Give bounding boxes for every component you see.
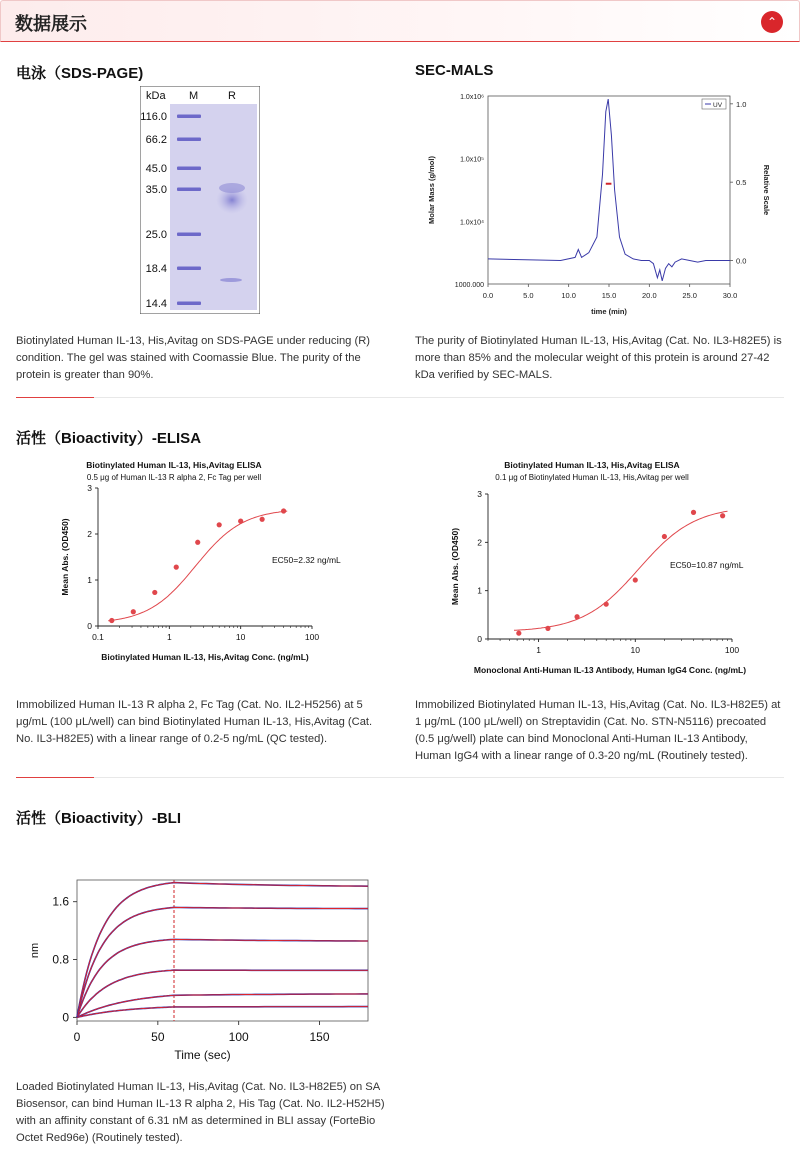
- elisa-right-y-tick-label: 1: [477, 585, 482, 596]
- elisa-right-y-label: Mean Abs. (OD450): [450, 527, 460, 606]
- elisa-left-data-point: [217, 522, 222, 527]
- gel-marker-band: [177, 233, 201, 237]
- bli-y-tick-label: 0: [62, 1010, 69, 1025]
- bli-x-tick-label: 150: [309, 1030, 330, 1044]
- elisa-right-subtitle: 0.1 μg of Biotinylated Human IL-13, His,Avitag per well: [495, 473, 689, 482]
- bli-y-tick-label: 0.8: [52, 952, 69, 967]
- sec-y-tick-label: 1000.000: [454, 282, 484, 289]
- sec-y2-tick-label: 0.5: [736, 178, 747, 188]
- elisa-right-data-point: [604, 602, 609, 607]
- gel-marker-label: 14.4: [145, 298, 167, 310]
- elisa-left-data-point: [131, 609, 136, 614]
- section-divider: [16, 397, 784, 398]
- elisa-right-x-tick-label: 100: [724, 645, 740, 655]
- bli-sensorgram-c5: [77, 994, 368, 1018]
- sds-page-title: 电泳（SDS-PAGE): [16, 65, 144, 82]
- gel-marker-label: 116.0: [140, 111, 167, 123]
- sec-y-tick-label: 1.0x10⁵: [460, 156, 484, 164]
- elisa-right-fit-curve: [514, 511, 728, 630]
- bli-fit-c6: [77, 1007, 368, 1018]
- elisa-left-x-tick-label: 100: [304, 632, 320, 642]
- elisa-right-x-label: Monoclonal Anti-Human IL-13 Antibody, Human IgG4 Conc. (ng/mL): [473, 665, 747, 675]
- gel-marker-band: [177, 188, 201, 192]
- sec-x-label: time (min): [591, 307, 627, 316]
- elisa-left-chart: [50, 456, 370, 676]
- elisa-right-chart: [440, 456, 770, 681]
- elisa-left-data-point: [260, 517, 265, 522]
- gel-header-kda: kDa: [146, 90, 166, 102]
- bli-y-label: nm: [30, 942, 41, 959]
- collapse-toggle-icon[interactable]: ⌃: [761, 11, 783, 33]
- elisa-left-y-tick-label: 2: [87, 529, 92, 539]
- elisa-right-annotation: EC50=10.87 ng/mL: [670, 560, 744, 570]
- sec-y-tick-label: 1.0x10⁴: [459, 219, 484, 227]
- elisa-right-title: Biotinylated Human IL-13, His,Avitag ELISA: [504, 460, 680, 470]
- elisa-left-data-point: [174, 565, 179, 570]
- sec-x-tick-label: 5.0: [523, 291, 534, 300]
- elisa-left-subtitle: 0.5 μg of Human IL-13 R alpha 2, Fc Tag per well: [86, 473, 262, 482]
- gel-marker-label: 25.0: [145, 229, 167, 241]
- sec-y2-tick-label: 1.0: [736, 99, 747, 109]
- elisa-right-caption: Immobilized Biotinylated Human IL-13, His,Avitag (Cat. No. IL3-H82E5) at 1 μg/mL (100 μL/well) on Streptavidin (Cat. No. STN-N5116) precoated (0.5 μg/well) plate can bind Monoclonal Anti-Human IL-13 Antibody, Human IgG4 with a linear range of 0.3-20 ng/mL (Routinely tested).: [415, 699, 781, 762]
- section-header: [0, 0, 800, 42]
- elisa-left-data-point: [281, 508, 286, 513]
- elisa-right-y-tick-label: 2: [477, 537, 482, 548]
- gel-marker-band: [177, 267, 201, 271]
- gel-marker-band: [177, 115, 201, 119]
- elisa-right-data-point: [720, 513, 725, 518]
- elisa-left-y-label: Mean Abs. (OD450): [60, 518, 70, 596]
- section-divider: [16, 777, 784, 778]
- sec-uv-trace: [488, 99, 730, 281]
- bli-y-tick-label: 1.6: [52, 894, 69, 909]
- bli-fit-c3: [77, 939, 368, 1017]
- bli-chart: [30, 868, 375, 1068]
- bli-fit-c2: [77, 907, 368, 1017]
- elisa-left-x-tick-label: 1: [166, 632, 172, 642]
- sec-y-label: Molar Mass (g/mol): [427, 156, 436, 224]
- elisa-left-data-point: [195, 540, 200, 545]
- bli-x-tick-label: 0: [73, 1030, 81, 1044]
- elisa-right-data-point: [633, 577, 638, 582]
- gel-band-upper: [219, 183, 245, 193]
- sec-y-tick-label: 1.0x10⁶: [460, 94, 484, 101]
- elisa-title: 活性（Bioactivity）-ELISA: [16, 430, 202, 447]
- elisa-right-y-tick-label: 0: [477, 634, 482, 644]
- sec-legend-label: UV: [713, 102, 723, 109]
- elisa-right-data-point: [691, 510, 696, 515]
- elisa-left-y-tick-label: 1: [87, 575, 92, 585]
- elisa-left-data-point: [109, 618, 114, 623]
- gel-marker-label: 45.0: [145, 163, 167, 175]
- bli-sensorgram-c6: [77, 1007, 368, 1018]
- elisa-left-x-tick-label: 10: [235, 632, 246, 642]
- bli-x-tick-label: 100: [228, 1030, 249, 1044]
- gel-header-m: M: [189, 90, 199, 102]
- elisa-left-data-point: [238, 519, 243, 524]
- elisa-left-annotation: EC50=2.32 ng/mL: [272, 555, 341, 565]
- gel-marker-band: [177, 302, 201, 306]
- sec-x-tick-label: 20.0: [642, 291, 657, 300]
- elisa-right-data-point: [545, 626, 550, 631]
- elisa-left-data-point: [152, 590, 157, 595]
- elisa-left-y-tick-label: 0: [87, 621, 92, 631]
- sec-x-tick-label: 25.0: [682, 291, 697, 300]
- bli-x-label: Time (sec): [174, 1048, 231, 1062]
- bli-title: 活性（Bioactivity）-BLI: [16, 810, 182, 827]
- sec-x-tick-label: 0.0: [482, 291, 494, 300]
- sds-page-gel: [140, 86, 260, 314]
- elisa-left-fit-curve: [108, 511, 287, 621]
- sec-x-tick-label: 30.0: [722, 291, 738, 300]
- sec-y2-label: Relative Scale: [762, 164, 771, 216]
- section-title: 数据展示: [15, 14, 87, 34]
- elisa-left-y-tick-label: 3: [87, 483, 92, 493]
- gel-header-r: R: [228, 90, 236, 102]
- gel-marker-label: 35.0: [145, 184, 167, 196]
- sec-mals-caption: The purity of Biotinylated Human IL-13, His,Avitag (Cat. No. IL3-H82E5) is more than 85% and the molecular weight of this protein is around 27-42 kDa verified by SEC-MALS.: [415, 335, 782, 381]
- sec-mals-title: SEC-MALS: [415, 62, 494, 79]
- elisa-right-data-point: [662, 534, 667, 539]
- sec-x-tick-label: 10.0: [561, 291, 576, 300]
- elisa-right-data-point: [574, 614, 579, 619]
- bli-fit-c5: [77, 994, 368, 1018]
- sec-mals-chart: [422, 84, 782, 324]
- sec-x-tick-label: 15.0: [601, 291, 617, 300]
- elisa-left-title: Biotinylated Human IL-13, His,Avitag ELISA: [86, 460, 262, 470]
- elisa-right-data-point: [516, 631, 521, 636]
- sec-plot-frame: [488, 96, 730, 284]
- elisa-right-x-tick-label: 10: [630, 645, 641, 655]
- sec-y2-tick-label: 0.0: [736, 256, 747, 266]
- gel-marker-band: [177, 167, 201, 171]
- gel-marker-band: [177, 138, 201, 142]
- gel-band-lower: [220, 278, 242, 282]
- bli-caption: Loaded Biotinylated Human IL-13, His,Avitag (Cat. No. IL3-H82E5) on SA Biosensor, can bind Human IL-13 R alpha 2, His Tag (Cat. No. IL2-H52H5) with an affinity constant of 6.31 nM as determined in BLI assay (ForteBio Octet Red96e) (Routinely tested).: [16, 1081, 385, 1144]
- elisa-left-caption: Immobilized Human IL-13 R alpha 2, Fc Tag (Cat. No. IL2-H5256) at 5 μg/mL (100 μL/well) can bind Biotinylated Human IL-13, His,Avitag (Cat. No. IL3-H82E5) with a linear range of 0.2-5 ng/mL (QC tested).: [16, 699, 373, 745]
- gel-marker-label: 18.4: [145, 263, 167, 275]
- sds-page-caption: Biotinylated Human IL-13, His,Avitag on SDS-PAGE under reducing (R) condition. The gel was stained with Coomassie Blue. The purity of the protein is greater than 90%.: [16, 335, 371, 381]
- elisa-left-x-tick-label: 0.1: [92, 632, 104, 642]
- elisa-right-y-tick-label: 3: [477, 489, 482, 499]
- elisa-right-x-tick-label: 1: [536, 645, 541, 655]
- bli-fit-c1: [77, 883, 368, 1018]
- gel-marker-label: 66.2: [145, 134, 167, 146]
- elisa-left-x-label: Biotinylated Human IL-13, His,Avitag Conc. (ng/mL): [101, 652, 309, 662]
- bli-x-tick-label: 50: [151, 1030, 165, 1044]
